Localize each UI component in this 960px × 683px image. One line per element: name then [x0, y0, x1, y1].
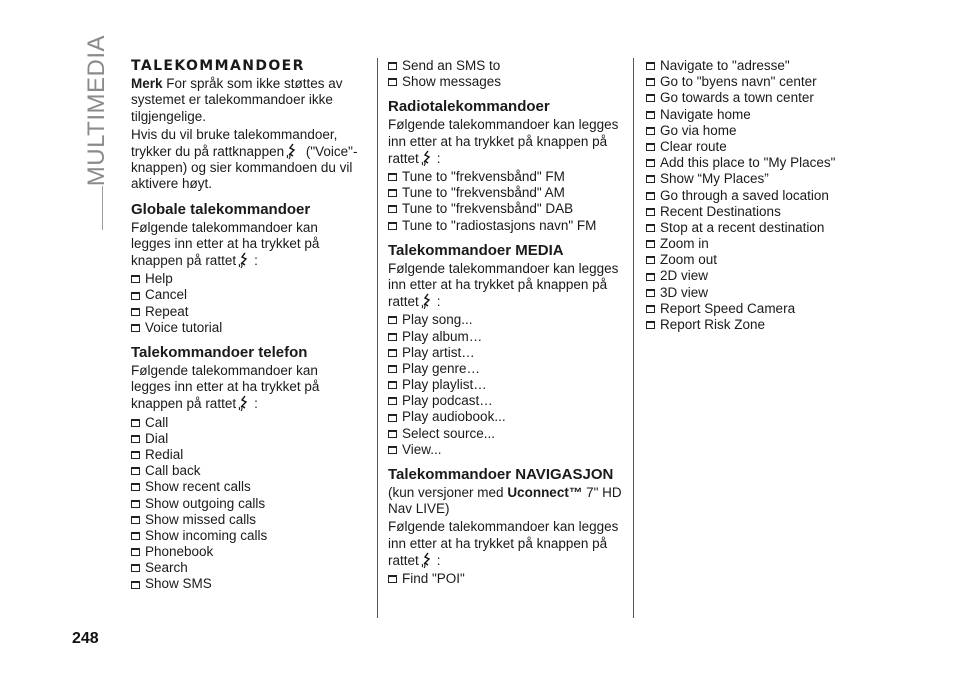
column-divider [377, 58, 378, 618]
brand-name: Uconnect™ [507, 485, 583, 501]
list-item [131, 271, 359, 287]
checkbox-bullet-icon [131, 435, 140, 443]
checkbox-bullet-icon [646, 127, 655, 135]
checkbox-bullet-icon [131, 500, 140, 508]
list-item-text: Repeat [145, 303, 189, 319]
list-item [388, 329, 623, 345]
checkbox-bullet-icon [646, 289, 655, 297]
list-item-text: Send an SMS to [402, 58, 501, 73]
checkbox-bullet-icon [646, 321, 655, 329]
checkbox-bullet-icon [646, 305, 655, 313]
list-item-text: Select source... [402, 425, 496, 441]
checkbox-bullet-icon [131, 308, 140, 316]
checkbox-bullet-icon [131, 324, 140, 332]
list-item [388, 201, 623, 217]
note-label: Merk [131, 76, 163, 92]
list-item-text: Go towards a town center [660, 90, 814, 106]
checkbox-bullet-icon [646, 273, 655, 281]
list-item [646, 171, 876, 187]
list-item [646, 268, 876, 284]
nav-intro [388, 519, 623, 569]
checkbox-bullet-icon [131, 532, 140, 540]
list-item-text: Help [145, 271, 173, 287]
checkbox-bullet-icon [388, 62, 397, 70]
list-item [388, 426, 623, 442]
checkbox-bullet-icon [646, 192, 655, 200]
list-item-text: Add this place to "My Places" [660, 155, 836, 171]
list-item-text: Play song... [402, 312, 473, 328]
note-text: For språk som ikke støttes av systemet er talekommandoer ikke tilgjengelige. [131, 76, 343, 124]
list-item [131, 512, 359, 528]
list-item-text: Phonebook [145, 544, 214, 560]
list-item [646, 301, 876, 317]
voice-command-icon [421, 293, 435, 309]
checkbox-bullet-icon [388, 446, 397, 454]
list-item [646, 317, 876, 333]
checkbox-bullet-icon [646, 94, 655, 102]
media-commands-list [388, 312, 623, 458]
checkbox-bullet-icon [646, 62, 655, 70]
column-2 [388, 58, 623, 589]
checkbox-bullet-icon [388, 349, 397, 357]
voice-command-icon [238, 395, 252, 411]
media-intro [388, 261, 623, 311]
colon: : [436, 150, 441, 166]
checkbox-bullet-icon [388, 414, 397, 422]
radio-intro [388, 117, 623, 167]
checkbox-bullet-icon [388, 365, 397, 373]
list-item [646, 220, 876, 236]
global-intro-text: Følgende talekommandoer kan legges inn etter at ha trykket på knappen på rattet [131, 219, 320, 269]
colon: : [254, 253, 258, 269]
checkbox-bullet-icon [388, 316, 397, 324]
list-item-text: Show incoming calls [145, 527, 268, 543]
list-item-text: Find "POI" [402, 571, 465, 587]
list-item-text: Dial [145, 430, 169, 446]
checkbox-bullet-icon [646, 143, 655, 151]
checkbox-bullet-icon [388, 397, 397, 405]
nav-commands-heading: Talekommandoer NAVIGASJON [388, 466, 614, 484]
list-item [388, 169, 623, 185]
media-commands-heading: Talekommandoer MEDIA [388, 241, 564, 259]
list-item-text: Play playlist… [402, 377, 487, 393]
list-item [388, 218, 623, 234]
list-item [131, 528, 359, 544]
list-item [388, 361, 623, 377]
list-item-text: Navigate to "adresse" [660, 58, 790, 73]
list-item-text: Tune to "frekvensbånd" DAB [402, 201, 574, 217]
radio-commands-list [388, 169, 623, 234]
checkbox-bullet-icon [388, 78, 397, 86]
list-item-text: Navigate home [660, 106, 751, 122]
radio-commands-heading: Radiotalekommandoer [388, 98, 550, 116]
list-item-text: Tune to "frekvensbånd" FM [402, 168, 565, 184]
checkbox-bullet-icon [388, 173, 397, 181]
chapter-title: TALEKOMMANDOER [131, 58, 305, 74]
list-item-text: Show SMS [145, 576, 212, 592]
list-item [388, 312, 623, 328]
checkbox-bullet-icon [388, 430, 397, 438]
list-item-text: Go via home [660, 122, 737, 138]
list-item [388, 571, 623, 587]
list-item [646, 58, 876, 74]
nav-commands-list-continued [646, 58, 876, 333]
checkbox-bullet-icon [131, 467, 140, 475]
list-item [646, 90, 876, 106]
list-item-text: Go through a saved location [660, 187, 829, 203]
list-item-text: Report Speed Camera [660, 300, 796, 316]
list-item-text: Play audiobook... [402, 409, 506, 425]
checkbox-bullet-icon [388, 575, 397, 583]
list-item-text: Play album… [402, 328, 483, 344]
list-item [646, 107, 876, 123]
checkbox-bullet-icon [646, 224, 655, 232]
voice-command-icon [421, 552, 435, 568]
list-item-text: Show recent calls [145, 479, 251, 495]
list-item [131, 447, 359, 463]
radio-intro-text: Følgende talekommandoer kan legges inn etter at ha trykket på knappen på rattet [388, 117, 619, 166]
section-title-text: MULTIMEDIA [83, 34, 110, 186]
checkbox-bullet-icon [388, 222, 397, 230]
checkbox-bullet-icon [131, 516, 140, 524]
colon: : [436, 552, 441, 568]
list-item [388, 185, 623, 201]
list-item-text: Cancel [145, 287, 188, 303]
column-3 [646, 58, 876, 335]
list-item [388, 409, 623, 425]
list-item-text: Zoom in [660, 236, 709, 252]
list-item [131, 431, 359, 447]
list-item [131, 576, 359, 592]
list-item-text: Report Risk Zone [660, 317, 766, 332]
checkbox-bullet-icon [131, 275, 140, 283]
list-item [388, 58, 623, 74]
checkbox-bullet-icon [646, 175, 655, 183]
nav-commands-list [388, 571, 623, 587]
checkbox-bullet-icon [388, 333, 397, 341]
list-item [131, 320, 359, 336]
list-item [646, 74, 876, 90]
list-item-text: Call back [145, 463, 201, 479]
checkbox-bullet-icon [646, 111, 655, 119]
list-item-text: Tune to "frekvensbånd" AM [402, 185, 565, 201]
list-item [131, 304, 359, 320]
list-item [646, 155, 876, 171]
checkbox-bullet-icon [646, 256, 655, 264]
voice-command-icon [286, 143, 300, 159]
checkbox-bullet-icon [131, 581, 140, 589]
list-item-text: Go to "byens navn" center [660, 74, 817, 90]
checkbox-bullet-icon [646, 78, 655, 86]
column-1 [131, 58, 359, 595]
voice-instruction-b: ("Voice"-knappen) og sier kommandoen du vil aktivere høyt. [131, 144, 358, 192]
list-item [131, 560, 359, 576]
list-item [646, 139, 876, 155]
list-item [131, 415, 359, 431]
checkbox-bullet-icon [131, 451, 140, 459]
list-item [388, 393, 623, 409]
list-item [646, 285, 876, 301]
note-paragraph [131, 76, 359, 125]
list-item-text: Tune to "radiostasjons navn" FM [402, 217, 597, 233]
checkbox-bullet-icon [131, 483, 140, 491]
list-item [646, 204, 876, 220]
voice-instruction-a: Hvis du vil bruke talekommandoer, trykker du på rattknappen [131, 126, 338, 160]
colon: : [436, 294, 441, 310]
nav-availability [388, 485, 623, 517]
list-item-text: Voice tutorial [145, 319, 223, 335]
phone-intro [131, 363, 359, 413]
checkbox-bullet-icon [388, 189, 397, 197]
checkbox-bullet-icon [131, 548, 140, 556]
side-divider [102, 186, 103, 230]
checkbox-bullet-icon [131, 419, 140, 427]
list-item-text: Redial [145, 446, 184, 462]
list-item [646, 123, 876, 139]
nav-availability-a: (kun versjoner med [388, 485, 508, 501]
list-item-text: Search [145, 560, 188, 576]
list-item-text: Clear route [660, 138, 727, 154]
list-item [646, 252, 876, 268]
list-item [131, 463, 359, 479]
media-intro-text: Følgende talekommandoer kan legges inn etter at ha trykket på knappen på rattet [388, 260, 619, 310]
list-item [388, 377, 623, 393]
list-item [131, 479, 359, 495]
phone-intro-text: Følgende talekommandoer kan legges inn etter at ha trykket på knappen på rattet [131, 362, 320, 412]
checkbox-bullet-icon [646, 240, 655, 248]
phone-commands-heading: Talekommandoer telefon [131, 343, 308, 361]
list-item [131, 544, 359, 560]
voice-instruction [131, 127, 359, 193]
list-item-text: Play genre… [402, 360, 481, 376]
global-intro [131, 220, 359, 270]
list-item-text: Play podcast… [402, 393, 493, 409]
checkbox-bullet-icon [646, 208, 655, 216]
global-commands-heading: Globale talekommandoer [131, 200, 311, 218]
checkbox-bullet-icon [131, 292, 140, 300]
list-item [646, 236, 876, 252]
voice-command-icon [421, 150, 435, 166]
page-number: 248 [72, 630, 99, 647]
list-item-text: Show “My Places” [660, 171, 769, 187]
list-item-text: Show outgoing calls [145, 495, 266, 511]
list-item [388, 442, 623, 458]
list-item [646, 188, 876, 204]
checkbox-bullet-icon [388, 381, 397, 389]
list-item-text: View... [402, 441, 442, 457]
list-item-text: 3D view [660, 284, 709, 300]
phone-commands-list [131, 415, 359, 593]
checkbox-bullet-icon [646, 159, 655, 167]
global-commands-list [131, 271, 359, 336]
list-item-text: Zoom out [660, 252, 718, 268]
list-item-text: 2D view [660, 268, 709, 284]
list-item-text: Show missed calls [145, 511, 257, 527]
list-item [388, 345, 623, 361]
column-divider [633, 58, 634, 618]
phone-commands-list-continued [388, 58, 623, 90]
list-item-text: Call [145, 414, 169, 430]
list-item [131, 496, 359, 512]
nav-availability-b: 7" HD Nav LIVE) [388, 485, 622, 517]
list-item [131, 287, 359, 303]
checkbox-bullet-icon [388, 205, 397, 213]
nav-intro-text: Følgende talekommandoer kan legges inn etter at ha trykket på knappen på rattet [388, 519, 619, 568]
list-item [388, 74, 623, 90]
list-item-text: Stop at a recent destination [660, 219, 825, 235]
list-item-text: Show messages [402, 74, 502, 90]
list-item-text: Recent Destinations [660, 203, 781, 219]
colon: : [254, 396, 258, 412]
list-item-text: Play artist… [402, 344, 475, 360]
voice-command-icon [238, 252, 252, 268]
section-side-title [83, 34, 110, 186]
checkbox-bullet-icon [131, 564, 140, 572]
